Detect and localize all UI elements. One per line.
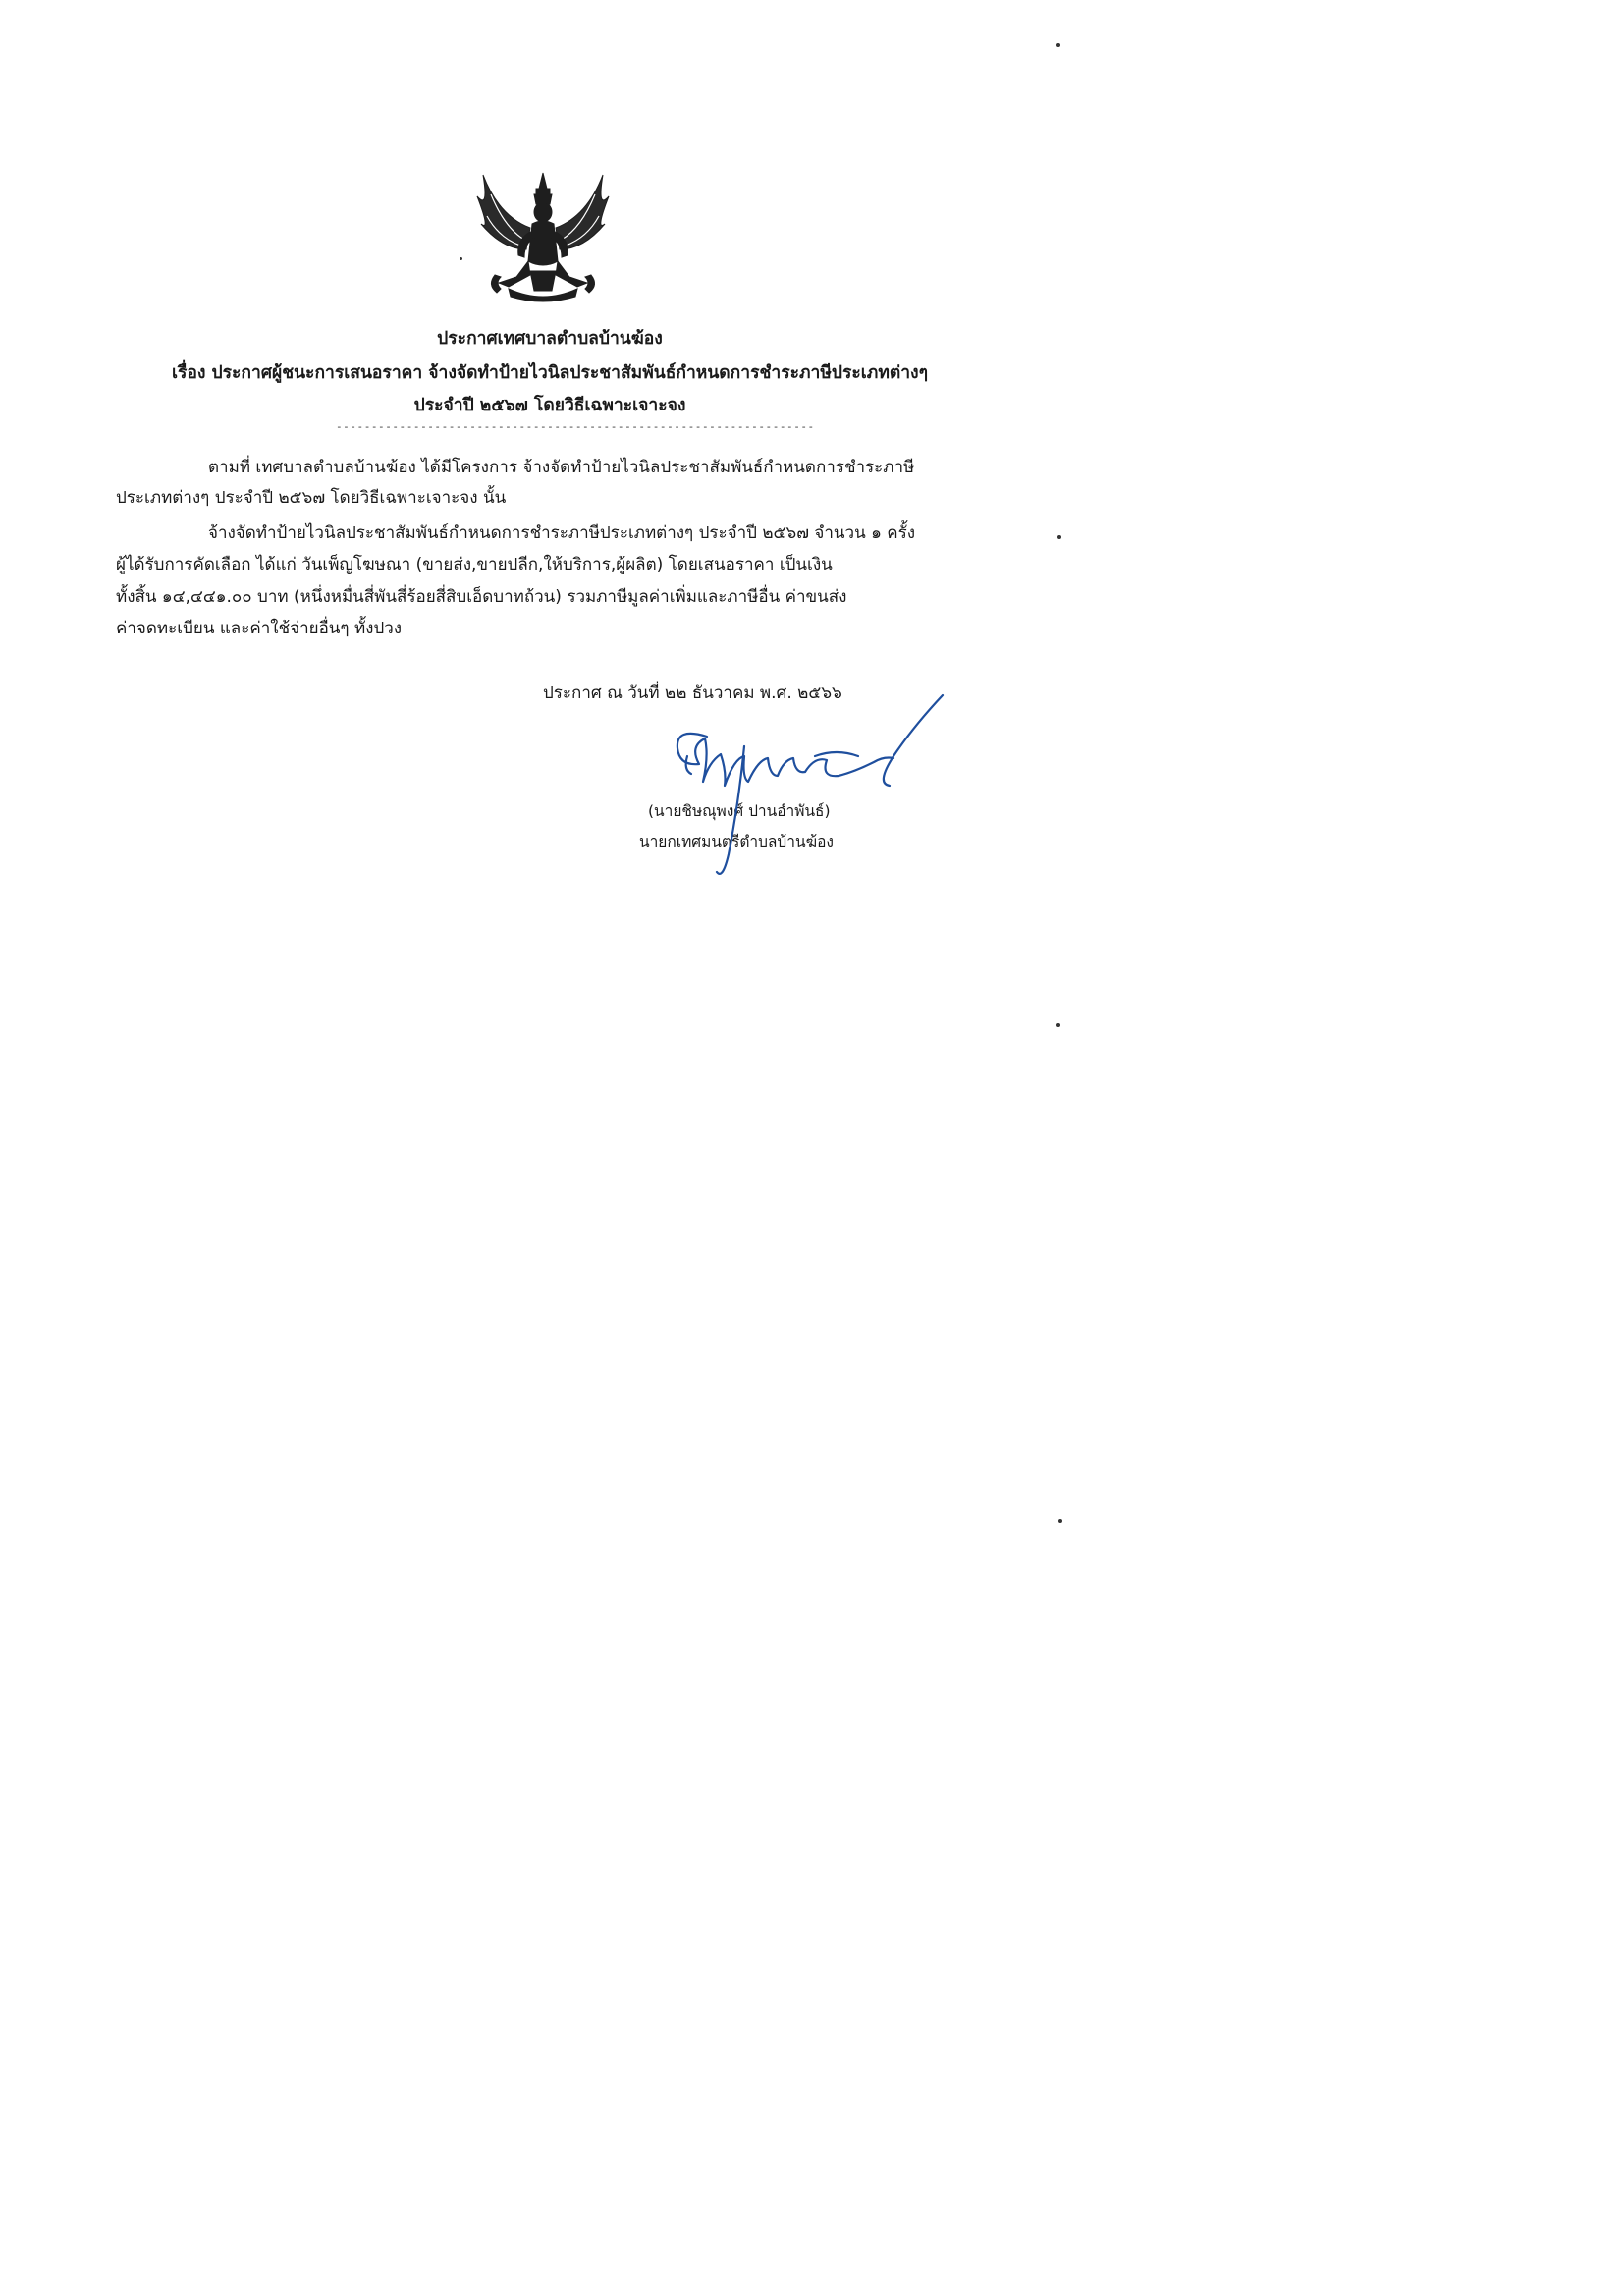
notice-subject: เรื่อง ประกาศผู้ชนะการเสนอราคา จ้างจัดทำป้ายไวนิลประชาสัมพันธ์กำหนดการชำระภาษีประเภทต่างๆ <box>172 363 928 383</box>
paragraph-2-line-1: จ้างจัดทำป้ายไวนิลประชาสัมพันธ์กำหนดการชำระภาษีประเภทต่างๆ ประจำปี ๒๕๖๗ จำนวน ๑ ครั้ง <box>208 523 916 543</box>
scan-speck <box>1056 1023 1060 1027</box>
notice-subject-continued: ประจำปี ๒๕๖๗ โดยวิธีเฉพาะเจาะจง <box>413 396 686 415</box>
garuda-emblem-icon <box>469 167 617 306</box>
signer-title: นายกเทศมนตรีตำบลบ้านฆ้อง <box>639 833 834 850</box>
paragraph-1-line-1: ตามที่ เทศบาลตำบลบ้านฆ้อง ได้มีโครงการ จ้างจัดทำป้ายไวนิลประชาสัมพันธ์กำหนดการชำระภาษี <box>208 458 915 477</box>
scan-speck <box>1056 43 1060 47</box>
announcement-date: ประกาศ ณ วันที่ ๒๒ ธันวาคม พ.ศ. ๒๕๖๖ <box>543 683 842 703</box>
paragraph-2-line-4: ค่าจดทะเบียน และค่าใช้จ่ายอื่นๆ ทั้งปวง <box>116 619 403 638</box>
paragraph-1-line-2: ประเภทต่างๆ ประจำปี ๒๕๖๗ โดยวิธีเฉพาะเจาะจง นั้น <box>116 488 507 508</box>
scan-speck <box>1058 1519 1062 1523</box>
handwritten-signature <box>648 687 962 884</box>
scan-speck <box>460 257 462 260</box>
scan-speck <box>1057 535 1061 539</box>
paragraph-2-line-3: ทั้งสิ้น ๑๔,๔๔๑.๐๐ บาท (หนึ่งหมื่นสี่พันสี่ร้อยสี่สิบเอ็ดบาทถ้วน) รวมภาษีมูลค่าเพิ่มและภาษีอื่น ค่าขนส่ง <box>116 587 847 607</box>
header-separator: -------------------------------------------------------------------- <box>336 420 815 433</box>
signer-name: (นายชิษณุพงศ์ ปานอำพันธ์) <box>648 802 831 820</box>
paragraph-2-line-2: ผู้ได้รับการคัดเลือก ได้แก่ วันเพ็ญโฆษณา (ขายส่ง,ขายปลีก,ให้บริการ,ผู้ผลิต) โดยเสนอราคา เป็นเงิน <box>116 555 833 574</box>
notice-authority: ประกาศเทศบาลตำบลบ้านฆ้อง <box>437 329 663 349</box>
document-page <box>0 0 1100 1556</box>
